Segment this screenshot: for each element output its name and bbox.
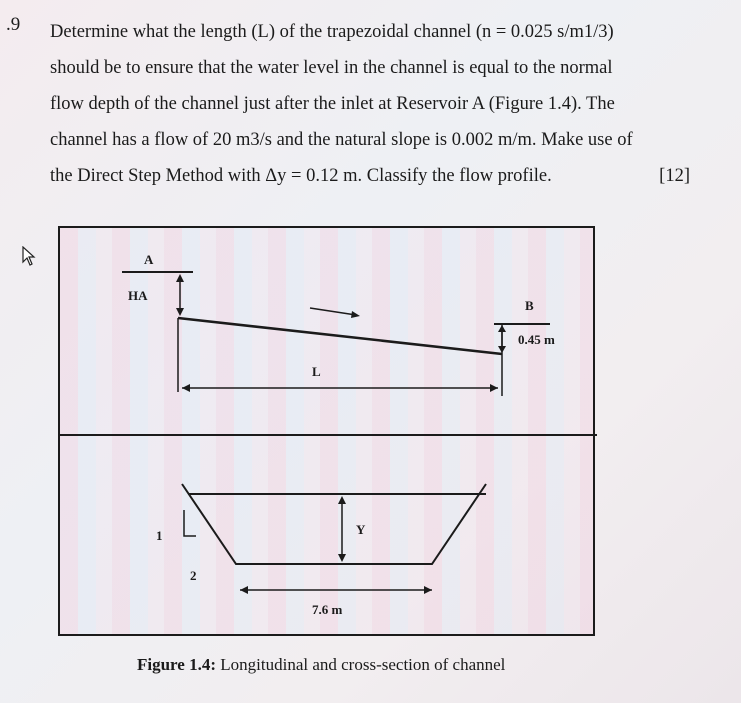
ha-arrow-up: [176, 274, 184, 282]
b-depth-label: 0.45 m: [518, 332, 555, 347]
question-text: [50, 14, 690, 194]
question-line-5: [50, 158, 690, 194]
question-line-1: Determine what the length (L) of the trapezoidal channel (n = 0.025 s/m1/3): [50, 22, 614, 42]
width-arrow-right: [424, 586, 432, 594]
b-depth-arrow-down: [498, 346, 506, 353]
length-label: L: [312, 364, 321, 379]
question-line-4: channel has a flow of 20 m3/s and the natural slope is 0.002 m/m. Make use of: [50, 130, 633, 150]
flow-direction-arrow: [310, 308, 356, 315]
question-line-5-text: the Direct Step Method with Δy = 0.12 m. Classify the flow profile.: [50, 166, 552, 186]
length-arrow-right: [490, 384, 498, 392]
channel-figure: [58, 226, 595, 636]
ha-arrow-down: [176, 308, 184, 316]
question-line-3: flow depth of the channel just after the inlet at Reservoir A (Figure 1.4). The: [50, 94, 615, 114]
head-ha-label: HA: [128, 288, 148, 303]
figure-caption: [137, 655, 505, 675]
channel-diagram: [60, 228, 597, 638]
depth-y-label: Y: [356, 522, 366, 537]
flow-arrowhead: [351, 311, 360, 318]
question-number: .9: [6, 14, 21, 35]
reservoir-a-label: A: [144, 252, 154, 267]
depth-y-arrow-down: [338, 554, 346, 562]
reservoir-b-label: B: [525, 298, 534, 313]
side-slope-vertical-label: 1: [156, 528, 163, 543]
b-depth-arrow-up: [498, 325, 506, 332]
depth-y-arrow-up: [338, 496, 346, 504]
question-marks: [12]: [659, 166, 690, 186]
width-arrow-left: [240, 586, 248, 594]
bottom-width-label: 7.6 m: [312, 602, 343, 617]
length-arrow-left: [182, 384, 190, 392]
trapezoid-section: [182, 484, 486, 564]
caption-text: Longitudinal and cross-section of channel: [216, 655, 506, 674]
mouse-pointer-icon: [22, 246, 36, 271]
side-slope-triangle: [184, 510, 196, 536]
question-line-2: should be to ensure that the water level in the channel is equal to the normal: [50, 58, 613, 78]
side-slope-horizontal-label: 2: [190, 568, 197, 583]
channel-bed: [178, 318, 502, 354]
caption-label: Figure 1.4:: [137, 655, 217, 674]
